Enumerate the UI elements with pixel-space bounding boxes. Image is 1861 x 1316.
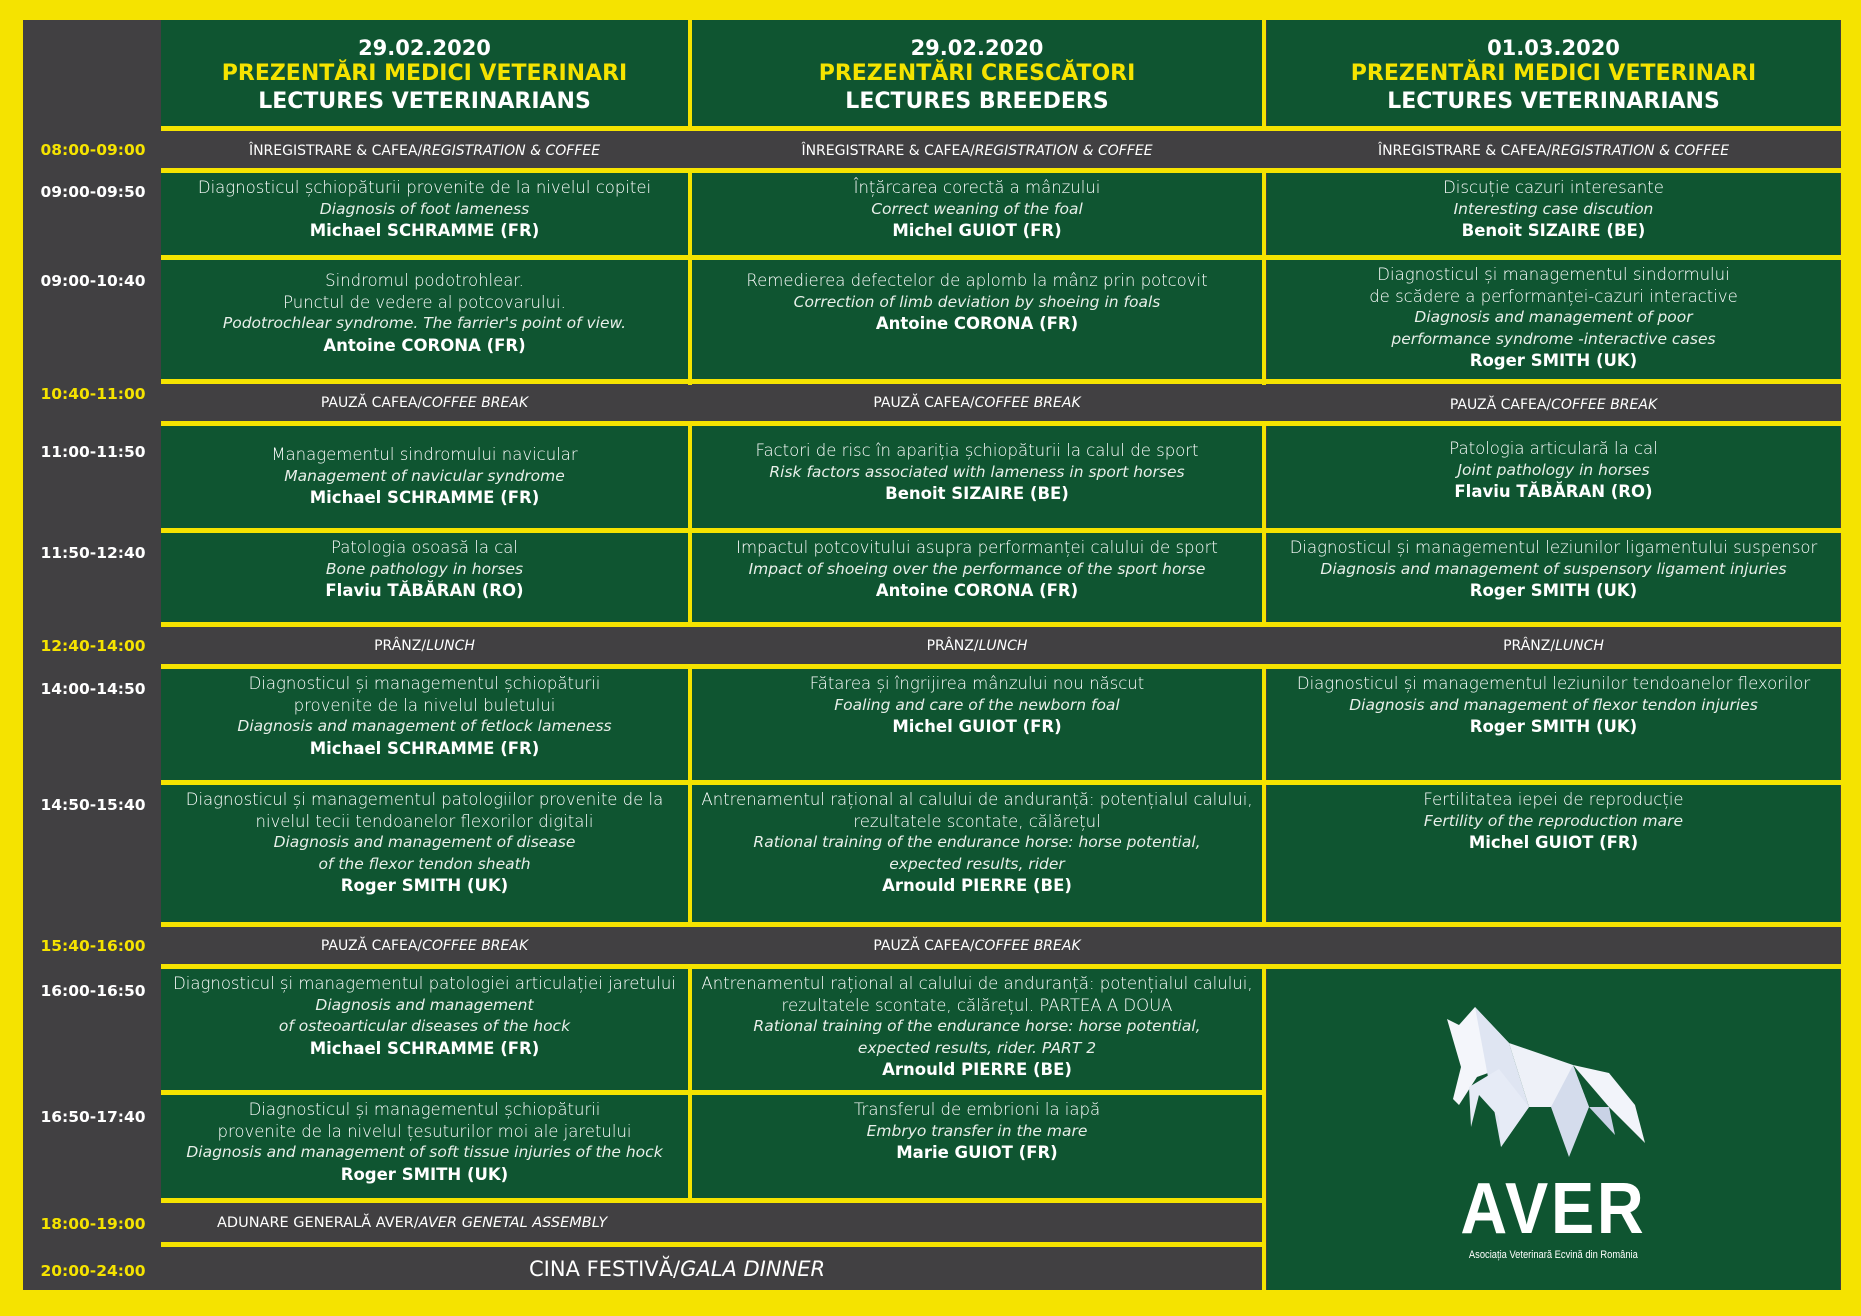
session-cell: Impactul potcovitului asupra performanței calului de sport Impact of shoeing over the performance of the sport horse Antoine CORONA (FR) [692,533,1262,622]
speaker: Antoine CORONA (FR) [323,335,526,355]
column-title-ro: PREZENTĂRI CRESCĂTORI [818,61,1136,86]
lunch-bar: PRÂNZ/ LUNCH [161,627,688,664]
lunch-bar: PRÂNZ/ LUNCH [1267,627,1840,664]
time-slot: 08:00-09:00 [40,141,146,159]
session-cell: Transferul de embrioni la iapă Embryo transfer in the mare Marie GUIOT (FR) [692,1095,1262,1198]
session-cell: Diagnosticul și managementul sindormului de scădere a performanței-cazuri interactive Diagnosis and management of poor performance syndrome -interactive cases Roger SMITH (UK) [1267,260,1840,379]
time-slot: 20:00-24:00 [40,1262,146,1280]
session-cell: Fătarea și îngrijirea mânzului nou născut Foaling and care of the newborn foal Michel GUIOT (FR) [692,669,1262,780]
column-title-ro: PREZENTĂRI MEDICI VETERINARI [221,61,628,86]
session-cell: Diagnosticul și managementul patologiilor provenite de la nivelul tecii tendoanelor flexorilor digitali Diagnosis and management of disease of the flexor tendon sheath Roger SMITH (UK) [161,785,688,922]
speaker: Flaviu TĂBĂRAN (RO) [1454,482,1653,501]
session-cell: Diagnosticul și managementul leziunilor ligamentului suspensor Diagnosis and management of suspensory ligament injuries Roger SMITH (UK) [1267,533,1840,622]
speaker: Michel GUIOT (FR) [892,717,1062,736]
coffee-break-bar: PAUZĂ CAFEA/ COFFEE BREAK [1267,385,1840,421]
registration-bar: ÎNREGISTRARE & CAFEA/ REGISTRATION & COFFEE [1267,133,1840,168]
time-slot: 16:50-17:40 [40,1108,146,1126]
coffee-break-bar: PAUZĂ CAFEA/ COFFEE BREAK [161,927,688,964]
gala-dinner-bar: CINA FESTIVĂ/ GALA DINNER [161,1247,1262,1290]
time-slot: 12:40-14:00 [40,637,146,655]
column-title-ro: PREZENTĂRI MEDICI VETERINARI [1350,61,1757,86]
registration-bar: ÎNREGISTRARE & CAFEA/ REGISTRATION & COFFEE [692,133,1262,168]
session-cell: Diagnosticul șchiopăturii provenite de la nivelul copitei Diagnosis of foot lameness Michael SCHRAMME (FR) [161,173,688,255]
speaker: Roger SMITH (UK) [340,876,509,895]
session-cell: Patologia osoasă la cal Bone pathology in horses Flaviu TĂBĂRAN (RO) [161,533,688,622]
logo-subtitle: Asociația Veterinară Ecvină din România [1469,1249,1638,1261]
session-cell: Sindromul podotrohlear. Punctul de vedere al potcovarului. Podotrochlear syndrome. The farrier's point of view. Antoine CORONA (FR) [161,260,688,379]
session-cell: Factori de risc în apariția șchiopăturii la calul de sport Risk factors associated with lameness in sport horses Benoit SIZAIRE (BE) [692,426,1262,528]
session-cell: Patologia articulară la cal Joint pathology in horses Flaviu TĂBĂRAN (RO) [1267,426,1840,528]
time-slot: 09:00-10:40 [40,272,146,290]
column-title-en: LECTURES VETERINARIANS [1387,89,1720,114]
aver-logo-block [1267,969,1840,1290]
time-slot: 16:00-16:50 [40,982,146,1000]
session-cell: Diagnosticul și managementul șchiopăturii provenite de la nivelul țesuturilor moi ale jaretului Diagnosis and management of soft tissue injuries of the hock Roger SMITH (UK) [161,1095,688,1198]
coffee-break-bar: PAUZĂ CAFEA/ COFFEE BREAK [692,385,1262,421]
speaker: Michel GUIOT (FR) [1468,833,1639,852]
time-slot: 09:00-09:50 [40,183,146,201]
column-header-1 [161,20,688,126]
session-cell: Managementul sindromului navicular Management of navicular syndrome Michael SCHRAMME (FR) [161,426,688,528]
session-cell: Diagnosticul și managementul șchiopăturii provenite de la nivelul buletului Diagnosis and management of fetlock lameness Michael SCHRAMME (FR) [161,669,688,780]
logo-wordmark: AVER [1460,1169,1647,1249]
speaker: Michael SCHRAMME (FR) [309,1038,540,1058]
coffee-break-bar: PAUZĂ CAFEA/ COFFEE BREAK [161,385,688,421]
session-cell: Antrenamentul rațional al calului de anduranță: potențialul calului, rezultatele scontate, călărețul. PARTEA A DOUA Rational training of the endurance horse: horse potential, expected results, rider. PART 2 Arnould PIERRE (BE) [692,969,1262,1090]
session-cell: Antrenamentul rațional al calului de anduranță: potențialul calului, rezultatele scontate, călărețul Rational training of the endurance horse: horse potential, expected results, rider Arnould PIERRE (BE) [692,785,1262,922]
coffee-break-bar: PAUZĂ CAFEA/ COFFEE BREAK [692,927,1262,964]
speaker: Michael SCHRAMME (FR) [309,738,540,758]
speaker: Antoine CORONA (FR) [875,581,1079,600]
speaker: Roger SMITH (UK) [340,1164,509,1184]
lunch-bar: PRÂNZ/ LUNCH [692,627,1262,664]
speaker: Antoine CORONA (FR) [875,314,1079,333]
time-slot: 11:50-12:40 [40,544,146,562]
assembly-bar: ADUNARE GENERALĂ AVER/ AVER GENETAL ASSEMBLY [161,1203,1262,1242]
time-slot: 14:50-15:40 [40,796,146,814]
session-cell: Fertilitatea iepei de reproducție Fertility of the reproduction mare Michel GUIOT (FR) [1267,785,1840,922]
speaker: Arnould PIERRE (BE) [882,1060,1072,1079]
column-date: 01.03.2020 [1487,36,1620,60]
column-title-en: LECTURES VETERINARIANS [258,89,591,114]
speaker: Benoit SIZAIRE (BE) [1461,221,1646,240]
speaker: Arnould PIERRE (BE) [882,876,1072,895]
time-slot: 15:40-16:00 [40,937,146,955]
session-cell: Diagnosticul și managementul leziunilor tendoanelor flexorilor Diagnosis and management of flexor tendon injuries Roger SMITH (UK) [1267,669,1840,780]
session-cell: Remedierea defectelor de aplomb la mânz prin potcovit Correction of limb deviation by shoeing in foals Antoine CORONA (FR) [692,260,1262,379]
time-slot: 10:40-11:00 [40,385,146,403]
speaker: Michael SCHRAMME (FR) [309,221,540,240]
column-header-2 [692,20,1262,126]
time-slot: 11:00-11:50 [40,443,146,461]
speaker: Roger SMITH (UK) [1469,717,1638,736]
speaker: Marie GUIOT (FR) [896,1143,1058,1162]
column-title-en: LECTURES BREEDERS [845,89,1109,114]
speaker: Roger SMITH (UK) [1469,351,1638,370]
column-header-3 [1267,20,1840,126]
speaker: Michel GUIOT (FR) [892,221,1062,240]
registration-bar: ÎNREGISTRARE & CAFEA/ REGISTRATION & COFFEE [161,133,688,168]
time-slot: 14:00-14:50 [40,680,146,698]
time-slot: 18:00-19:00 [40,1215,146,1233]
speaker: Benoit SIZAIRE (BE) [885,484,1069,503]
speaker: Michael SCHRAMME (FR) [309,488,540,507]
speaker: Flaviu TĂBĂRAN (RO) [325,581,524,600]
session-cell: Înțărcarea corectă a mânzului Correct weaning of the foal Michel GUIOT (FR) [692,173,1262,255]
session-cell: Diagnosticul și managementul patologiei articulației jaretului Diagnosis and management of osteoarticular diseases of the hock Michael SCHRAMME (FR) [161,969,688,1090]
origami-horse-icon [1439,1007,1669,1167]
column-date: 29.02.2020 [358,36,491,60]
session-cell: Discuție cazuri interesante Interesting case discution Benoit SIZAIRE (BE) [1267,173,1840,255]
speaker: Roger SMITH (UK) [1469,581,1638,600]
column-date: 29.02.2020 [910,36,1044,60]
